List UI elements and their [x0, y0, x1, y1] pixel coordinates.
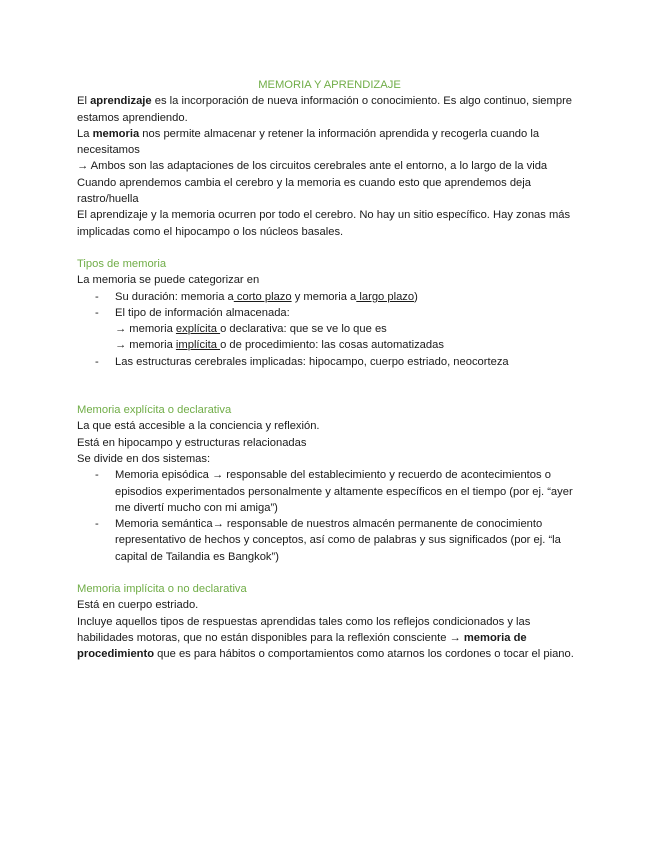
- sub-item-explicita: [77, 321, 582, 337]
- text: El: [77, 95, 91, 108]
- intro-paragraph-1: [77, 93, 582, 126]
- section-heading-tipos: Tipos de memoria: [77, 257, 167, 270]
- text: ): [414, 290, 418, 303]
- text: Memoria semántica→ responsable de nuestros almacén permanente de conocimiento representativo de hechos y conceptos, así como de palabras y sus significados (por ej. “la capital de Tailandia es Bangkok”): [115, 518, 561, 563]
- tipos-list: [77, 289, 582, 322]
- text: nos permite almacenar y retener la información aprendida y recogerla cuando la necesitamos: [77, 127, 540, 157]
- document-page: [77, 77, 582, 663]
- underlined-term: largo plazo: [356, 290, 415, 303]
- intro-paragraph-4: Cuando aprendemos cambia el cerebro y la memoria es cuando esto que aprendemos deja rastro/huella: [77, 176, 531, 206]
- bold-term: memoria de procedimiento: [77, 631, 527, 661]
- bullet-dash: -: [95, 518, 99, 531]
- sub-item-implicita: [77, 337, 582, 353]
- list-item: [77, 289, 582, 305]
- list-item: [77, 516, 582, 565]
- bold-term: aprendizaje: [90, 95, 152, 108]
- tipos-lead: La memoria se puede categorizar en: [77, 274, 260, 287]
- text: Las estructuras cerebrales implicadas: hipocampo, cuerpo estriado, neocorteza: [115, 355, 509, 368]
- intro-paragraph-3: → Ambos son las adaptaciones de los circuitos cerebrales ante el entorno, a lo largo de la vida: [77, 160, 548, 173]
- tipos-list-continued: [77, 354, 582, 370]
- text: Su duración: memoria a: [115, 290, 234, 303]
- bullet-dash: -: [95, 306, 99, 319]
- underlined-term: implícita: [175, 339, 221, 352]
- list-item: [77, 467, 582, 516]
- intro-paragraph-2: [77, 126, 582, 159]
- text: → memoria: [115, 323, 176, 336]
- section-heading-implicita: Memoria implícita o no declarativa: [77, 583, 247, 596]
- text: El tipo de información almacenada:: [115, 306, 290, 319]
- list-item: [77, 305, 582, 321]
- explicita-list: [77, 467, 582, 565]
- text: Memoria episódica → responsable del establecimiento y recuerdo de acontecimientos o episodios experimentados personalmente y altamente específicos en el tiempo (por ej. “ayer me divertí mucho con mi amiga”): [115, 469, 573, 514]
- text: Incluye aquellos tipos de respuestas aprendidas tales como los reflejos condicionados y las habilidades motoras, que no están disponibles para la reflexión consciente →: [77, 615, 531, 644]
- spacer: [77, 565, 582, 581]
- bullet-dash: -: [95, 290, 99, 303]
- spacer: [77, 370, 582, 402]
- implicita-paragraph-1: Está en cuerpo estriado.: [77, 599, 199, 612]
- section-heading-explicita: Memoria explícita o declarativa: [77, 404, 232, 417]
- spacer: [77, 240, 582, 256]
- text: → memoria: [115, 339, 176, 352]
- text: o de procedimiento: las cosas automatizadas: [220, 339, 444, 352]
- text: La: [77, 127, 93, 140]
- explicita-paragraph-3: Se divide en dos sistemas:: [77, 452, 211, 465]
- text: que es para hábitos o comportamientos como atarnos los cordones o tocar el piano.: [154, 648, 574, 661]
- bullet-dash: -: [95, 355, 99, 368]
- list-item: [77, 354, 582, 370]
- explicita-paragraph-2: Está en hipocampo y estructuras relacionadas: [77, 436, 307, 449]
- bullet-dash: -: [95, 469, 99, 482]
- text: y memoria a: [291, 290, 357, 303]
- intro-paragraph-5: El aprendizaje y la memoria ocurren por todo el cerebro. No hay un sitio específico. Hay zonas más implicadas como el hipocampo o los núcleos basales.: [77, 209, 571, 238]
- explicita-paragraph-1: La que está accesible a la conciencia y reflexión.: [77, 420, 320, 433]
- underlined-term: corto plazo: [233, 290, 292, 303]
- text: o declarativa: que se ve lo que es: [220, 323, 387, 336]
- underlined-term: explícita: [175, 323, 221, 336]
- bold-term: memoria: [92, 127, 140, 140]
- text: es la incorporación de nueva información o conocimiento. Es algo continuo, siempre estamos aprendiendo.: [77, 95, 573, 124]
- implicita-paragraph-2: [77, 614, 582, 663]
- document-title: MEMORIA Y APRENDIZAJE: [258, 79, 401, 91]
